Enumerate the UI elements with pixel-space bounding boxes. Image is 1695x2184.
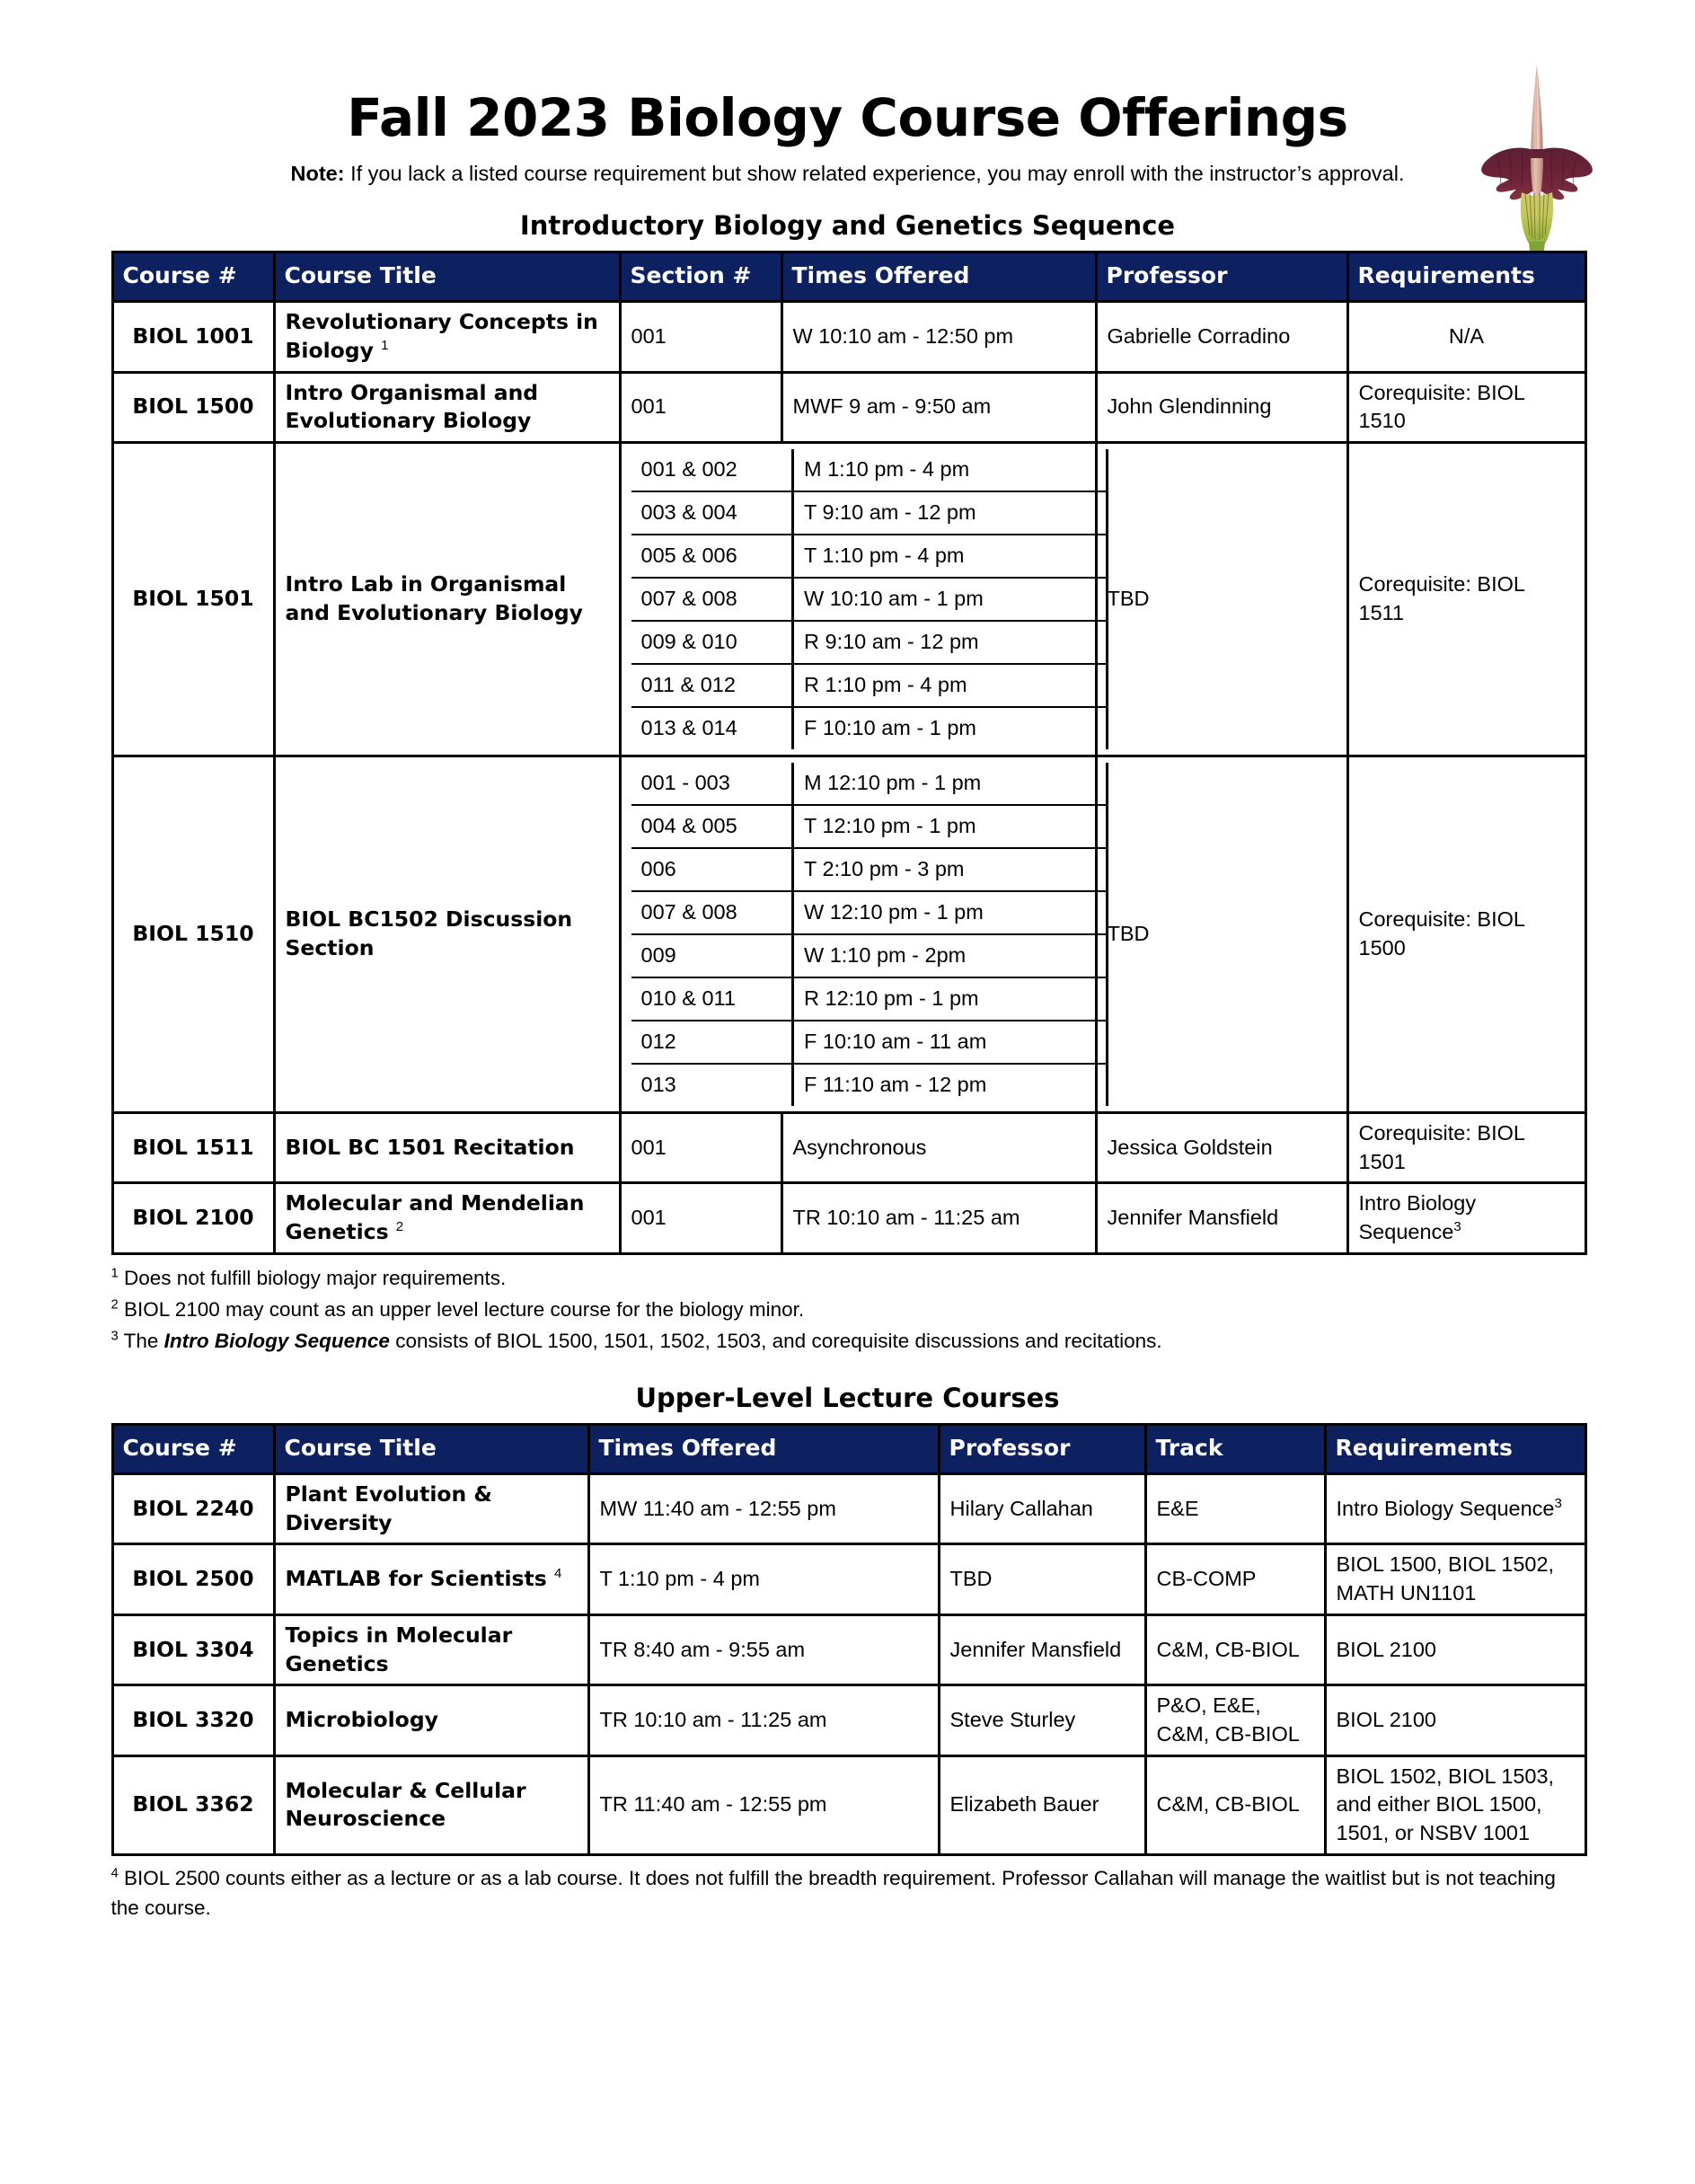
course-title-text: Revolutionary Concepts in Biology — [285, 309, 598, 363]
times-offered-text: TR 8:40 am - 9:55 am — [599, 1637, 806, 1661]
sections-subtable-cell — [620, 442, 1096, 756]
table-row — [112, 1685, 1585, 1755]
requirements-text: BIOL 1502, BIOL 1503, and either BIOL 1500, 1501, or NSBV 1001 — [1336, 1764, 1555, 1845]
times-offered: F 10:10 am - 11 am — [793, 1021, 1108, 1064]
professor: John Glendinning — [1096, 372, 1347, 442]
intro-sequence-table — [111, 251, 1587, 1255]
note-label: Note: — [290, 162, 345, 185]
section-row — [631, 535, 1108, 578]
course-number — [112, 1473, 274, 1543]
footnote — [111, 1263, 1585, 1295]
course-title — [274, 1183, 620, 1253]
table-header-row — [112, 1424, 1585, 1473]
upper-level-table-body — [112, 1473, 1585, 1854]
intro-sequence-footnotes — [111, 1255, 1585, 1357]
times-offered-text: T 1:10 pm - 4 pm — [599, 1567, 760, 1591]
course-number-text: BIOL 3320 — [132, 1707, 254, 1733]
section-row — [631, 621, 1108, 664]
track-text: E&E — [1156, 1496, 1199, 1520]
requirements-text: Intro Biology Sequence — [1358, 1191, 1477, 1244]
times-offered: M 1:10 pm - 4 pm — [793, 449, 1108, 491]
professor — [939, 1473, 1145, 1543]
course-title-text: Microbiology — [285, 1707, 438, 1733]
professor — [939, 1755, 1145, 1854]
section-row — [631, 1064, 1108, 1106]
times-offered — [588, 1614, 939, 1684]
table-row — [112, 372, 1585, 442]
sections-subtable — [631, 449, 1109, 749]
footnote-marker: 3 — [1554, 1495, 1562, 1511]
footnote — [111, 1326, 1585, 1357]
track — [1145, 1755, 1325, 1854]
course-title-text: Plant Evolution & Diversity — [285, 1481, 492, 1535]
times-offered: W 10:10 am - 1 pm — [793, 578, 1108, 621]
professor: Jennifer Mansfield — [1096, 1183, 1347, 1253]
section-number: 001 — [620, 302, 781, 372]
section-number: 001 - 003 — [631, 763, 793, 805]
professor: TBD — [1096, 756, 1347, 1112]
column-header-course-number: Course # — [112, 1424, 274, 1473]
times-offered: T 12:10 pm - 1 pm — [793, 805, 1108, 848]
professor — [939, 1614, 1145, 1684]
corpse-flower-icon — [1470, 59, 1604, 252]
course-title — [274, 1755, 588, 1854]
section-row — [631, 491, 1108, 535]
professor-text: TBD — [949, 1567, 993, 1591]
requirements — [1325, 1685, 1585, 1755]
column-header-professor: Professor — [939, 1424, 1145, 1473]
times-offered: Asynchronous — [781, 1112, 1096, 1182]
track-text: C&M, CB-BIOL — [1156, 1637, 1300, 1661]
requirements — [1347, 1183, 1585, 1253]
column-header-professor: Professor — [1096, 252, 1347, 302]
course-title: BIOL BC1502 Discussion Section — [274, 756, 620, 1112]
course-title — [274, 1685, 588, 1755]
requirements: Corequisite: BIOL 1500 — [1347, 756, 1585, 1112]
table-row — [112, 1755, 1585, 1854]
requirements — [1325, 1544, 1585, 1614]
requirements-text: BIOL 2100 — [1336, 1637, 1436, 1661]
footnote-text-post: consists of BIOL 1500, 1501, 1502, 1503, and corequisite discussions and recitations. — [389, 1329, 1162, 1352]
sections-subtable-body — [631, 449, 1108, 749]
column-header-track: Track — [1145, 1424, 1325, 1473]
times-offered: M 12:10 pm - 1 pm — [793, 763, 1108, 805]
section-number: 005 & 006 — [631, 535, 793, 578]
upper-level-table-wrapper — [111, 1413, 1585, 1856]
professor-text: Jennifer Mansfield — [949, 1637, 1122, 1661]
times-offered: R 1:10 pm - 4 pm — [793, 664, 1108, 707]
footnote-text: BIOL 2500 counts either as a lecture or as a lab course. It does not fulfill the breadth requirement. Professor Callahan will manage the waitlist but is not teaching the course. — [110, 1866, 1556, 1919]
course-number-text: BIOL 2500 — [132, 1566, 254, 1592]
section-number: 007 & 008 — [631, 578, 793, 621]
upper-level-footnotes — [111, 1856, 1585, 1924]
course-number-text: BIOL 2240 — [132, 1495, 254, 1521]
section-row — [631, 891, 1108, 934]
professor-text: Elizabeth Bauer — [949, 1792, 1099, 1817]
section-number: 012 — [631, 1021, 793, 1064]
requirements — [1325, 1614, 1585, 1684]
course-number: BIOL 1501 — [112, 442, 274, 756]
section-number: 013 — [631, 1064, 793, 1106]
column-header-requirements: Requirements — [1325, 1424, 1585, 1473]
requirements — [1325, 1473, 1585, 1543]
times-offered — [588, 1755, 939, 1854]
section-number: 001 — [620, 372, 781, 442]
section-number: 011 & 012 — [631, 664, 793, 707]
course-number-text: BIOL 3304 — [132, 1636, 254, 1662]
course-title-text: Molecular and Mendelian Genetics — [285, 1190, 585, 1245]
section-heading-intro-sequence: Introductory Biology and Genetics Sequence — [519, 210, 1176, 242]
course-number: BIOL 1510 — [112, 756, 274, 1112]
times-offered: W 12:10 pm - 1 pm — [793, 891, 1108, 934]
footnote-marker: 4 — [110, 1866, 119, 1881]
table-header-row — [112, 252, 1585, 302]
professor-text: Hilary Callahan — [949, 1496, 1093, 1520]
times-offered — [588, 1544, 939, 1614]
sections-subtable — [631, 763, 1109, 1106]
times-offered-text: TR 11:40 am - 12:55 pm — [599, 1792, 827, 1817]
section-number: 009 — [631, 934, 793, 977]
column-header-times-offered: Times Offered — [588, 1424, 939, 1473]
column-header-course-number: Course # — [112, 252, 274, 302]
column-header-times-offered: Times Offered — [781, 252, 1096, 302]
footnote-text-pre: The — [123, 1329, 164, 1352]
table-row — [112, 1183, 1585, 1253]
section-row — [631, 763, 1108, 805]
table-row — [112, 1544, 1585, 1614]
section-number: 001 & 002 — [631, 449, 793, 491]
section-number: 009 & 010 — [631, 621, 793, 664]
course-title — [274, 1473, 588, 1543]
professor — [939, 1685, 1145, 1755]
course-number: BIOL 1500 — [112, 372, 274, 442]
section-row — [631, 449, 1108, 491]
course-title: BIOL BC 1501 Recitation — [274, 1112, 620, 1182]
course-number — [112, 1685, 274, 1755]
sections-subtable-body — [631, 763, 1108, 1106]
times-offered: T 2:10 pm - 3 pm — [793, 848, 1108, 891]
footnote — [111, 1863, 1585, 1924]
section-number: 003 & 004 — [631, 491, 793, 535]
course-title: Intro Organismal and Evolutionary Biology — [274, 372, 620, 442]
times-offered: F 11:10 am - 12 pm — [793, 1064, 1108, 1106]
note-text: If you lack a listed course requirement but show related experience, you may enroll with the instructor’s approval. — [344, 162, 1405, 185]
course-title — [274, 1544, 588, 1614]
section-number: 004 & 005 — [631, 805, 793, 848]
table-row — [112, 1112, 1585, 1182]
requirements — [1325, 1755, 1585, 1854]
section-number: 010 & 011 — [631, 977, 793, 1021]
track — [1145, 1473, 1325, 1543]
times-offered: T 1:10 pm - 4 pm — [793, 535, 1108, 578]
section-row — [631, 977, 1108, 1021]
course-title-text: MATLAB for Scientists — [285, 1566, 547, 1592]
requirements-text: BIOL 2100 — [1336, 1708, 1436, 1732]
enrollment-note — [0, 144, 1695, 186]
times-offered-text: TR 10:10 am - 11:25 am — [599, 1708, 827, 1732]
course-title — [274, 1614, 588, 1684]
footnote-marker: 2 — [110, 1297, 119, 1313]
course-number — [112, 1614, 274, 1684]
course-number: BIOL 1511 — [112, 1112, 274, 1182]
times-offered: F 10:10 am - 1 pm — [793, 707, 1108, 749]
times-offered: T 9:10 am - 12 pm — [793, 491, 1108, 535]
section-number: 006 — [631, 848, 793, 891]
times-offered-text: MW 11:40 am - 12:55 pm — [599, 1496, 836, 1520]
times-offered — [588, 1473, 939, 1543]
footnote — [111, 1295, 1585, 1326]
footnote-marker: 1 — [110, 1266, 119, 1281]
footnote-marker: 3 — [110, 1329, 119, 1344]
track — [1145, 1685, 1325, 1755]
footnote-marker: 1 — [381, 337, 389, 353]
section-heading-upper-level: Upper-Level Lecture Courses — [635, 1383, 1060, 1414]
times-offered: R 9:10 am - 12 pm — [793, 621, 1108, 664]
column-header-course-title: Course Title — [274, 1424, 588, 1473]
section-row — [631, 848, 1108, 891]
professor: Gabrielle Corradino — [1096, 302, 1347, 372]
table-row — [112, 756, 1585, 1112]
times-offered — [588, 1685, 939, 1755]
track-text: CB-COMP — [1156, 1567, 1257, 1591]
section-row — [631, 707, 1108, 749]
section-number: 013 & 014 — [631, 707, 793, 749]
section-row — [631, 1021, 1108, 1064]
requirements: Corequisite: BIOL 1501 — [1347, 1112, 1585, 1182]
column-header-section-number: Section # — [620, 252, 781, 302]
times-offered: MWF 9 am - 9:50 am — [781, 372, 1096, 442]
course-title — [274, 302, 620, 372]
times-offered: TR 10:10 am - 11:25 am — [781, 1183, 1096, 1253]
column-header-course-title: Course Title — [274, 252, 620, 302]
requirements-text: Intro Biology Sequence — [1336, 1496, 1555, 1520]
professor: TBD — [1096, 442, 1347, 756]
table-row — [112, 1473, 1585, 1543]
course-number: BIOL 2100 — [112, 1183, 274, 1253]
requirements: N/A — [1347, 302, 1585, 372]
table-row — [112, 302, 1585, 372]
requirements-text: BIOL 1500, BIOL 1502, MATH UN1101 — [1336, 1552, 1555, 1605]
course-number-text: BIOL 3362 — [132, 1791, 254, 1817]
section-number: 007 & 008 — [631, 891, 793, 934]
course-title-text: Topics in Molecular Genetics — [285, 1622, 513, 1676]
times-offered: R 12:10 pm - 1 pm — [793, 977, 1108, 1021]
requirements: Corequisite: BIOL 1510 — [1347, 372, 1585, 442]
track-text: P&O, E&E, C&M, CB-BIOL — [1156, 1693, 1300, 1746]
professor — [939, 1544, 1145, 1614]
times-offered: W 1:10 pm - 2pm — [793, 934, 1108, 977]
track — [1145, 1614, 1325, 1684]
footnote-emphasis: Intro Biology Sequence — [163, 1329, 390, 1352]
sections-subtable-cell — [620, 756, 1096, 1112]
section-row — [631, 578, 1108, 621]
footnote-text: BIOL 2100 may count as an upper level lecture course for the biology minor. — [124, 1297, 805, 1321]
section-row — [631, 805, 1108, 848]
section-row — [631, 934, 1108, 977]
course-number — [112, 1544, 274, 1614]
column-header-requirements: Requirements — [1347, 252, 1585, 302]
track — [1145, 1544, 1325, 1614]
section-number: 001 — [620, 1183, 781, 1253]
table-row — [112, 442, 1585, 756]
course-number: BIOL 1001 — [112, 302, 274, 372]
footnote-text: Does not fulfill biology major requirements. — [124, 1266, 507, 1289]
requirements: Corequisite: BIOL 1511 — [1347, 442, 1585, 756]
table-row — [112, 1614, 1585, 1684]
footnote-marker: 3 — [1453, 1219, 1461, 1235]
course-title-text: Molecular & Cellular Neuroscience — [285, 1777, 526, 1832]
professor-text: Steve Sturley — [949, 1708, 1076, 1732]
track-text: C&M, CB-BIOL — [1156, 1792, 1300, 1817]
intro-sequence-table-wrapper — [111, 241, 1585, 1255]
page-title: Fall 2023 Biology Course Offerings — [347, 87, 1348, 148]
course-title: Intro Lab in Organismal and Evolutionary Biology — [274, 442, 620, 756]
course-number — [112, 1755, 274, 1854]
section-number: 001 — [620, 1112, 781, 1182]
times-offered: W 10:10 am - 12:50 pm — [781, 302, 1096, 372]
professor: Jessica Goldstein — [1096, 1112, 1347, 1182]
footnote-marker: 2 — [395, 1219, 404, 1235]
upper-level-table — [111, 1423, 1587, 1856]
section-row — [631, 664, 1108, 707]
footnote-marker: 4 — [553, 1566, 562, 1582]
